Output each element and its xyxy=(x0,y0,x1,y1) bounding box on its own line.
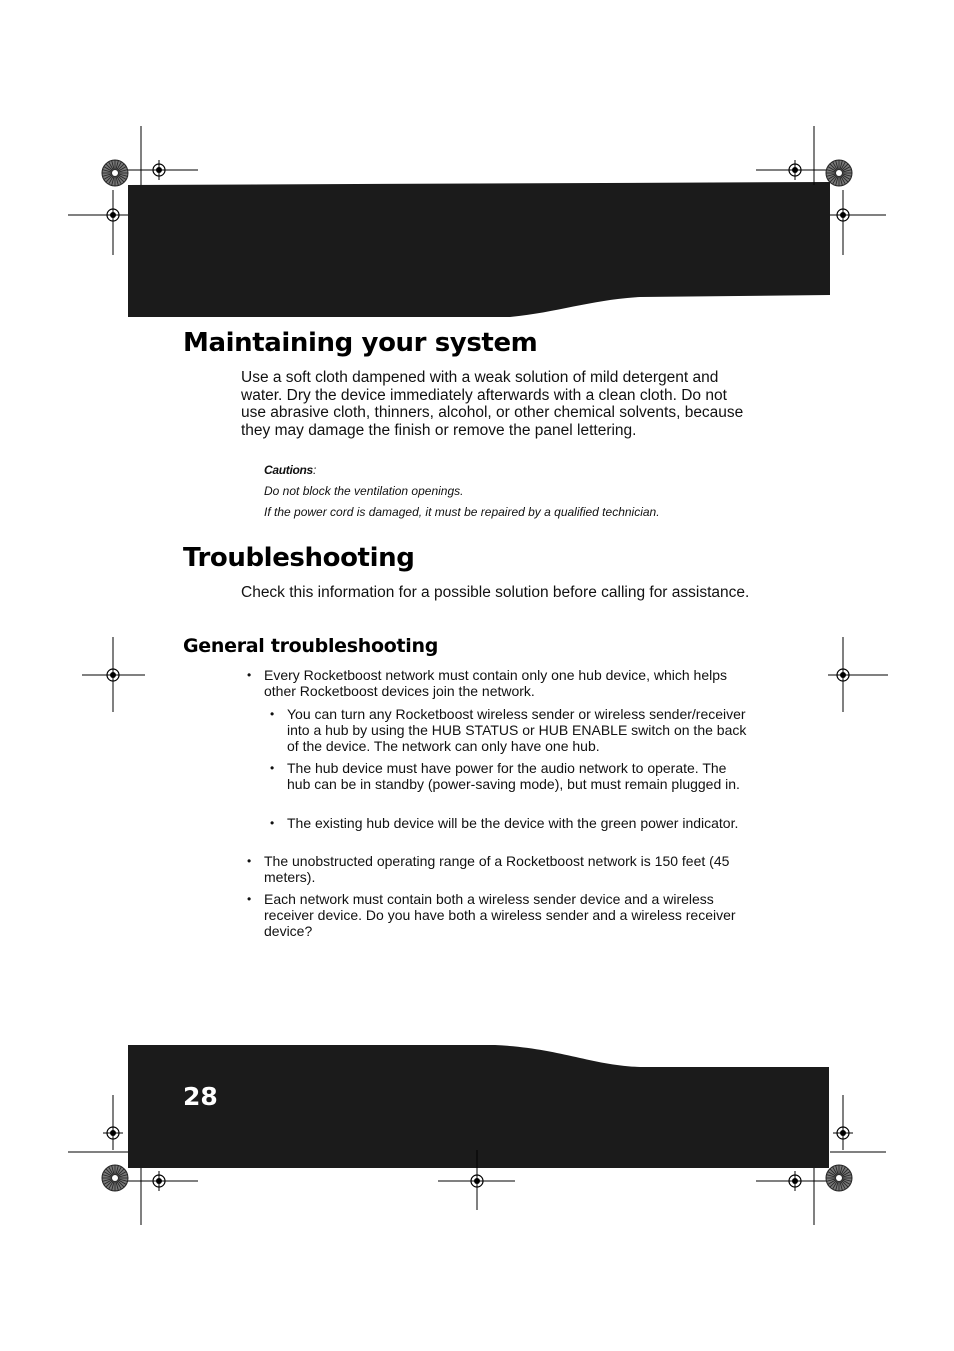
list-item xyxy=(247,853,754,885)
registration-crosshair-icon xyxy=(785,160,805,180)
registration-crosshair-icon xyxy=(149,160,169,180)
troubleshooting-body: Check this information for a possible solution before calling for assistance. xyxy=(241,584,750,601)
list-item-text: The existing hub device will be the device with the green power indicator. xyxy=(287,815,739,831)
bullet-dot: • xyxy=(270,761,275,775)
caution-power-cord: If the power cord is damaged, it must be repaired by a qualified technician. xyxy=(264,505,660,519)
registration-crosshair-icon xyxy=(785,1171,805,1191)
registration-starburst-icon xyxy=(102,160,128,186)
list-item-text: The hub device must have power for the audio network to operate. The hub can be in standby (power-saving mode), but must remain plugged in. xyxy=(287,760,740,792)
list-item-text: Each network must contain both a wireless sender device and a wireless receiver device. Do you have both a wireless sender and a wireless receiver device? xyxy=(264,891,736,939)
maintaining-body: Use a soft cloth dampened with a weak solution of mild detergent and water. Dry the device immediately afterwards with a clean cloth. Do not use abrasive cloth, thinners, alcohol, or other chemical solvents, because they may damage the finish or remove the panel lettering. xyxy=(241,369,744,439)
registration-crosshair-icon xyxy=(833,205,853,225)
page-number: 28 xyxy=(183,1082,218,1111)
list-item xyxy=(270,706,747,754)
registration-starburst-icon xyxy=(102,1165,128,1191)
registration-crosshair-icon xyxy=(103,665,123,685)
list-item-text: You can turn any Rocketboost wireless sender or wireless sender/receiver into a hub by using the HUB STATUS or HUB ENABLE switch on the back of the device. The network can only have one hub. xyxy=(287,706,747,754)
list-item xyxy=(270,815,747,831)
registration-starburst-icon xyxy=(826,160,852,186)
bullet-dot: • xyxy=(270,816,275,830)
registration-crosshair-icon xyxy=(149,1171,169,1191)
registration-crosshair-icon xyxy=(103,1123,123,1143)
caution-ventilation: Do not block the ventilation openings. xyxy=(264,484,464,498)
bullet-dot: • xyxy=(247,892,252,906)
cautions-label: Cautions xyxy=(264,463,313,477)
troubleshooting-heading: Troubleshooting xyxy=(183,543,415,573)
bullet-dot: • xyxy=(247,668,252,682)
registration-crosshair-icon xyxy=(833,665,853,685)
registration-crosshair-icon xyxy=(467,1171,487,1191)
registration-starburst-icon xyxy=(826,1165,852,1191)
registration-crosshair-icon xyxy=(103,205,123,225)
list-item xyxy=(270,760,747,792)
general-troubleshooting-heading: General troubleshooting xyxy=(183,635,439,657)
cautions-colon: : xyxy=(312,463,317,477)
bullet-dot: • xyxy=(247,854,252,868)
list-item-text: The unobstructed operating range of a Rocketboost network is 150 feet (45 meters). xyxy=(264,853,730,885)
header-band xyxy=(128,182,830,317)
bullet-dot: • xyxy=(270,707,275,721)
footer-band xyxy=(128,1045,829,1168)
cautions-label-line xyxy=(264,463,316,477)
maintaining-heading: Maintaining your system xyxy=(183,328,538,358)
list-item xyxy=(247,891,754,939)
list-item-text: Every Rocketboost network must contain only one hub device, which helps other Rocketboost devices join the network. xyxy=(264,667,728,699)
list-item xyxy=(247,667,754,699)
registration-crosshair-icon xyxy=(833,1123,853,1143)
